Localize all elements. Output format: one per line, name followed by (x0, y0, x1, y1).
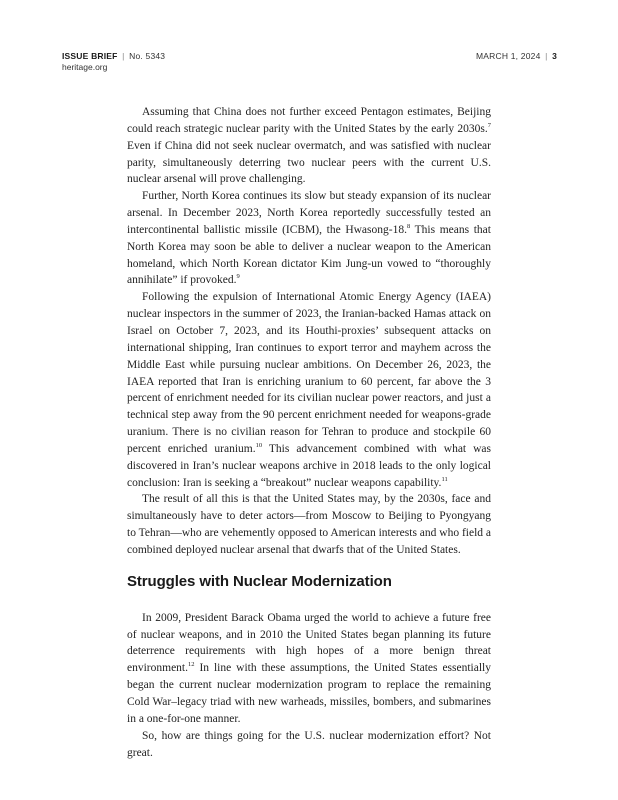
site-name: heritage.org (62, 62, 108, 72)
section-heading: Struggles with Nuclear Modernization (127, 572, 392, 590)
paragraph-text: In line with these assumptions, the United States essentially began the current nuclear modernization program to replace the remaining Cold War–legacy triad with new warheads, missiles, bombers, and submarines in a one-for-one manner. (127, 662, 491, 725)
paragraph (127, 104, 491, 188)
issue-number: No. 5343 (129, 51, 166, 61)
body-content (127, 104, 491, 761)
page-number: 3 (552, 51, 557, 61)
paragraph (127, 491, 491, 558)
paragraph-text: So, how are things going for the U.S. nuclear modernization effort? Not great. (127, 729, 491, 759)
paragraph (127, 289, 491, 491)
paragraph-text: In 2009, President Barack Obama urged the world to achieve a future free of nuclear weapons, and in 2010 the United States began planning its future deterrence requirements with high hopes of a more benign threat environment. (127, 611, 491, 675)
paragraph-text: Even if China did not seek nuclear overmatch, and was satisfied with nuclear parity, simultaneously deterring two nuclear peers with the current U.S. nuclear arsenal will prove challenging. (127, 139, 491, 186)
footnote-ref: 12 (188, 661, 195, 669)
footnote-ref: 7 (487, 122, 491, 130)
paragraph-text: The result of all this is that the United States may, by the 2030s, face and simultaneously have to deter actors—from Moscow to Beijing to Pyongyang to Tehran—who are vehemently opposed to American interests and who field a combined deployed nuclear arsenal that dwarfs that of the United States. (127, 493, 492, 556)
footnote-ref: 10 (255, 442, 263, 450)
footnote-ref: 9 (236, 273, 240, 281)
paragraph-text: Further, North Korea continues its slow but steady expansion of its nuclear arsenal. In December 2023, North Korea reportedly successfully tested an intercontinental ballistic missile (ICBM), the Hwasong-18. (127, 190, 491, 236)
paragraph-text: Following the expulsion of International Atomic Energy Agency (IAEA) nuclear inspectors in the summer of 2023, the Iranian-backed Hamas attack on Israel on October 7, 2023, and its Houthi-proxies’ subsequent attacks on international shipping, Iran continues to export terror and mayhem across the Middle East while pursuing nuclear ambitions. On December 26, 2023, the IAEA reported that Iran is enriching uranium to 60 percent, far above the 3 percent of enrichment needed for its civilian nuclear power reactors, and just a technical step away from the 90 percent enrichment needed for weapons-grade uranium. There is no civilian reason for Tehran to produce and stockpile 60 percent enriched uranium. (127, 291, 491, 455)
separator: | (545, 51, 548, 61)
page-header (62, 51, 557, 77)
date-page (476, 51, 557, 61)
footnote-ref: 8 (406, 223, 411, 231)
paragraph-text: This means that North Korea may soon be able to deliver a nuclear weapon to the American homeland, which North Korean dictator Kim Jung-un vowed to “thoroughly annihilate” if provoked. (127, 223, 491, 287)
paragraph-text: This advancement combined with what was discovered in Iran’s nuclear weapons archive in 2018 leads to the only logical conclusion: Iran is seeking a “breakout” nuclear weapons capability. (127, 442, 491, 489)
issue-brief-label (62, 51, 165, 61)
paragraph-text: Assuming that China does not further exceed Pentagon estimates, Beijing could reach strategic nuclear parity with the United States by the early 2030s. (127, 106, 491, 135)
paragraph (127, 610, 491, 728)
paragraph (127, 188, 491, 289)
paragraph (127, 728, 491, 762)
issue-date: MARCH 1, 2024 (476, 51, 541, 61)
brief-label: ISSUE BRIEF (62, 51, 118, 61)
separator: | (122, 51, 125, 61)
footnote-ref: 11 (441, 475, 448, 483)
